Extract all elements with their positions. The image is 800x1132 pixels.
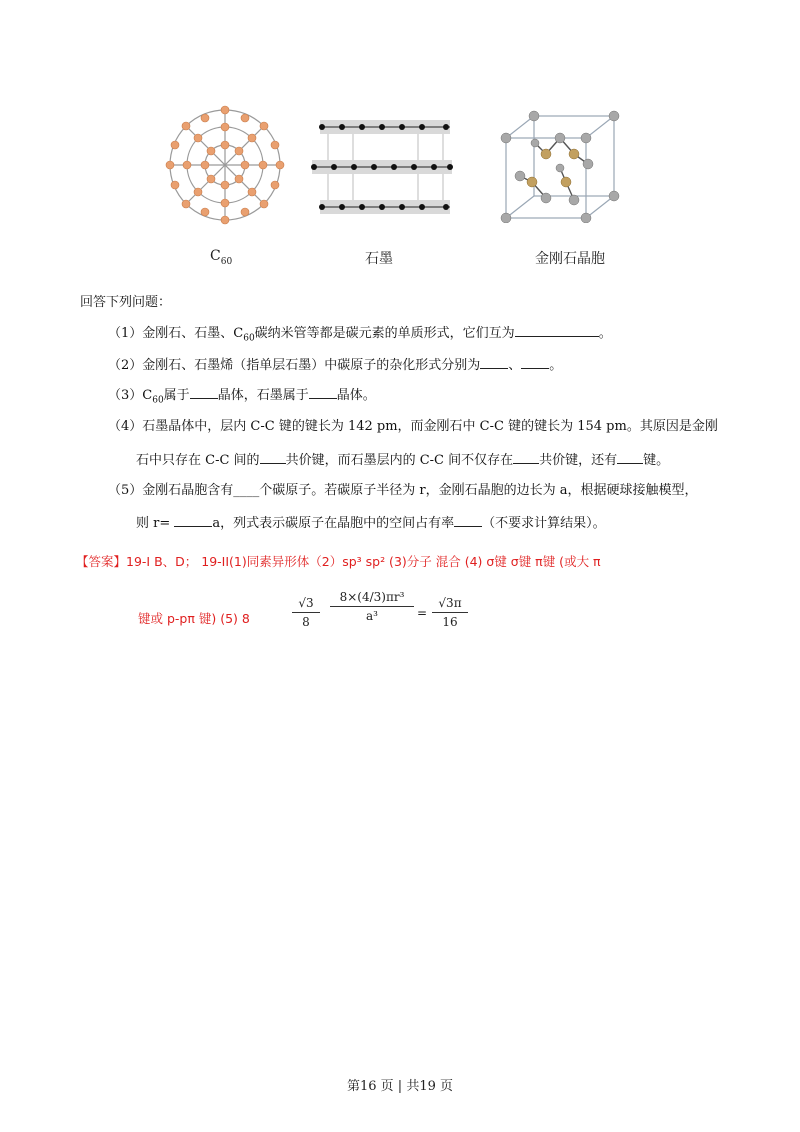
graphite-figure	[308, 112, 463, 227]
q3-blank-2[interactable]	[309, 384, 337, 399]
question-4-line-1: （4）石墨晶体中，层内 C-C 键的键长为 142 pm，而金刚石中 C-C 键的键长为 154 pm。其原因是金刚	[108, 419, 718, 434]
c60-figure	[150, 100, 300, 230]
q4-blank-1[interactable]	[260, 449, 286, 464]
fraction-3-denominator: 16	[442, 615, 458, 629]
question-5-line-1: （5）金刚石晶胞含有____个碳原子。若碳原子半径为 r，金刚石晶胞的边长为 a，根据硬球接触模型，	[108, 483, 698, 498]
answer-fraction-3	[432, 596, 468, 629]
intro-text: 回答下列问题：	[80, 295, 172, 310]
question-1: （1）金刚石、石墨、$C_{60}$碳纳米管等都是碳元素的单质形式，它们互为 。	[108, 322, 612, 349]
diamond-image	[500, 108, 625, 223]
c60-image	[150, 100, 300, 230]
diamond-figure	[500, 108, 625, 223]
question-4-line-2: 石中只存在 C-C 间的 共价键，而石墨层内的 C-C 间不仅存在 共价键，还有 键。	[136, 449, 669, 471]
fraction-3-numerator: √3π	[438, 596, 462, 610]
c60-caption: $C_{60}$	[210, 248, 233, 267]
question-5-line-2: 则 r= a，列式表示碳原子在晶胞中的空间占有率 （不要求计算结果）。	[136, 512, 606, 534]
q3-blank-1[interactable]	[190, 384, 218, 399]
question-2: （2）金刚石、石墨烯（指单层石墨）中碳原子的杂化形式分别为 、 。	[108, 354, 562, 376]
answer-equals: =	[416, 606, 428, 620]
page-footer: 第16 页 | 共19 页	[347, 1079, 453, 1094]
question-3: $(3)C_{60}$属于 晶体，石墨属于 晶体。	[108, 384, 376, 411]
fraction-1-numerator: √3	[298, 596, 314, 610]
answer-fraction-2	[330, 590, 414, 623]
fraction-2-denominator: a³	[366, 609, 378, 623]
graphite-image	[308, 112, 463, 227]
answer-line-1: 【答案】19-I B、D； 19-II(1)同素异形体（2）sp³ sp² (3)分子 混合 (4) σ键 σ键 π键 (或大 π	[76, 554, 601, 569]
q2-blank-1[interactable]	[480, 354, 508, 369]
diamond-caption: 金刚石晶胞	[535, 251, 605, 267]
q4-blank-3[interactable]	[617, 449, 643, 464]
fraction-1-denominator: 8	[302, 615, 310, 629]
crystal-figures	[150, 100, 650, 275]
q2-blank-2[interactable]	[521, 354, 549, 369]
answer-line-2: 键或 p-pπ 键) (5) 8	[138, 611, 250, 626]
answer-fraction-1	[292, 596, 320, 629]
fraction-2-numerator: 8×(4/3)πr³	[339, 590, 405, 604]
q1-blank[interactable]	[515, 322, 599, 337]
graphite-caption: 石墨	[365, 251, 393, 267]
q5-blank-ratio[interactable]	[454, 512, 482, 527]
q5-blank-r[interactable]	[174, 512, 212, 527]
q4-blank-2[interactable]	[513, 449, 539, 464]
